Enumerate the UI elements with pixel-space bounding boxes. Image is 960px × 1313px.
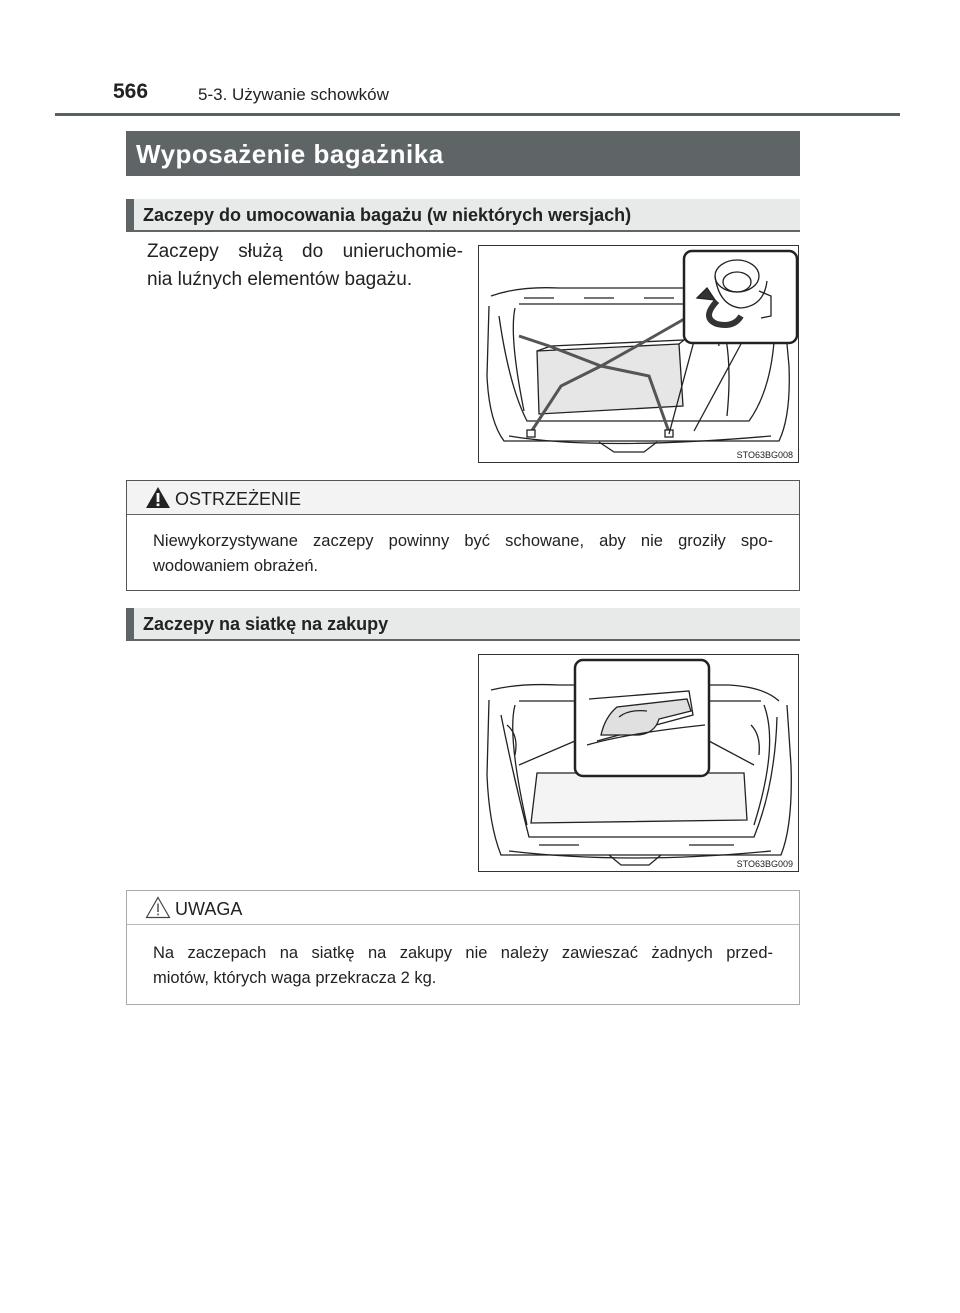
caution-box [126, 890, 800, 1005]
caution-text-line1: Na zaczepach na siatkę na zakupy nie należy zawieszać żadnych przed- [153, 944, 773, 962]
trunk-with-hooks-illustration [479, 246, 799, 463]
caution-header [127, 891, 799, 925]
figure-code: STO63BG008 [736, 450, 793, 460]
warning-label: OSTRZEŻENIE [175, 489, 302, 509]
warning-icon [145, 486, 171, 509]
warning-text-line1: Niewykorzystywane zaczepy powinny być schowane, aby nie groziły spo- [153, 532, 773, 550]
caution-label: UWAGA [175, 899, 243, 919]
warning-box [126, 480, 800, 591]
warning-header [127, 481, 799, 515]
caution-icon [145, 896, 171, 919]
caution-text [127, 925, 799, 991]
figure-code: STO63BG009 [736, 859, 793, 869]
luggage-hooks-text-line1: Zaczepy służą do unieruchomie- [147, 241, 463, 262]
header-divider [55, 113, 900, 116]
luggage-hooks-text [147, 238, 463, 294]
luggage-hooks-figure [478, 245, 799, 463]
luggage-hooks-text-line2: nia luźnych elementów bagażu. [147, 269, 413, 290]
warning-text [127, 515, 799, 579]
trunk-net-hooks-illustration [479, 655, 799, 872]
page-number: 566 [113, 80, 149, 103]
section-title: Wyposażenie bagażnika [126, 131, 800, 176]
warning-text-line2: wodowaniem obrażeń. [153, 557, 319, 575]
caution-text-line2: miotów, których waga przekracza 2 kg. [153, 969, 437, 987]
subheading-net-hooks: Zaczepy na siatkę na zakupy [126, 608, 800, 641]
subheading-luggage-hooks: Zaczepy do umocowania bagażu (w niektórych wersjach) [126, 199, 800, 232]
chapter-title: 5-3. Używanie schowków [198, 85, 389, 104]
net-hooks-figure [478, 654, 799, 872]
